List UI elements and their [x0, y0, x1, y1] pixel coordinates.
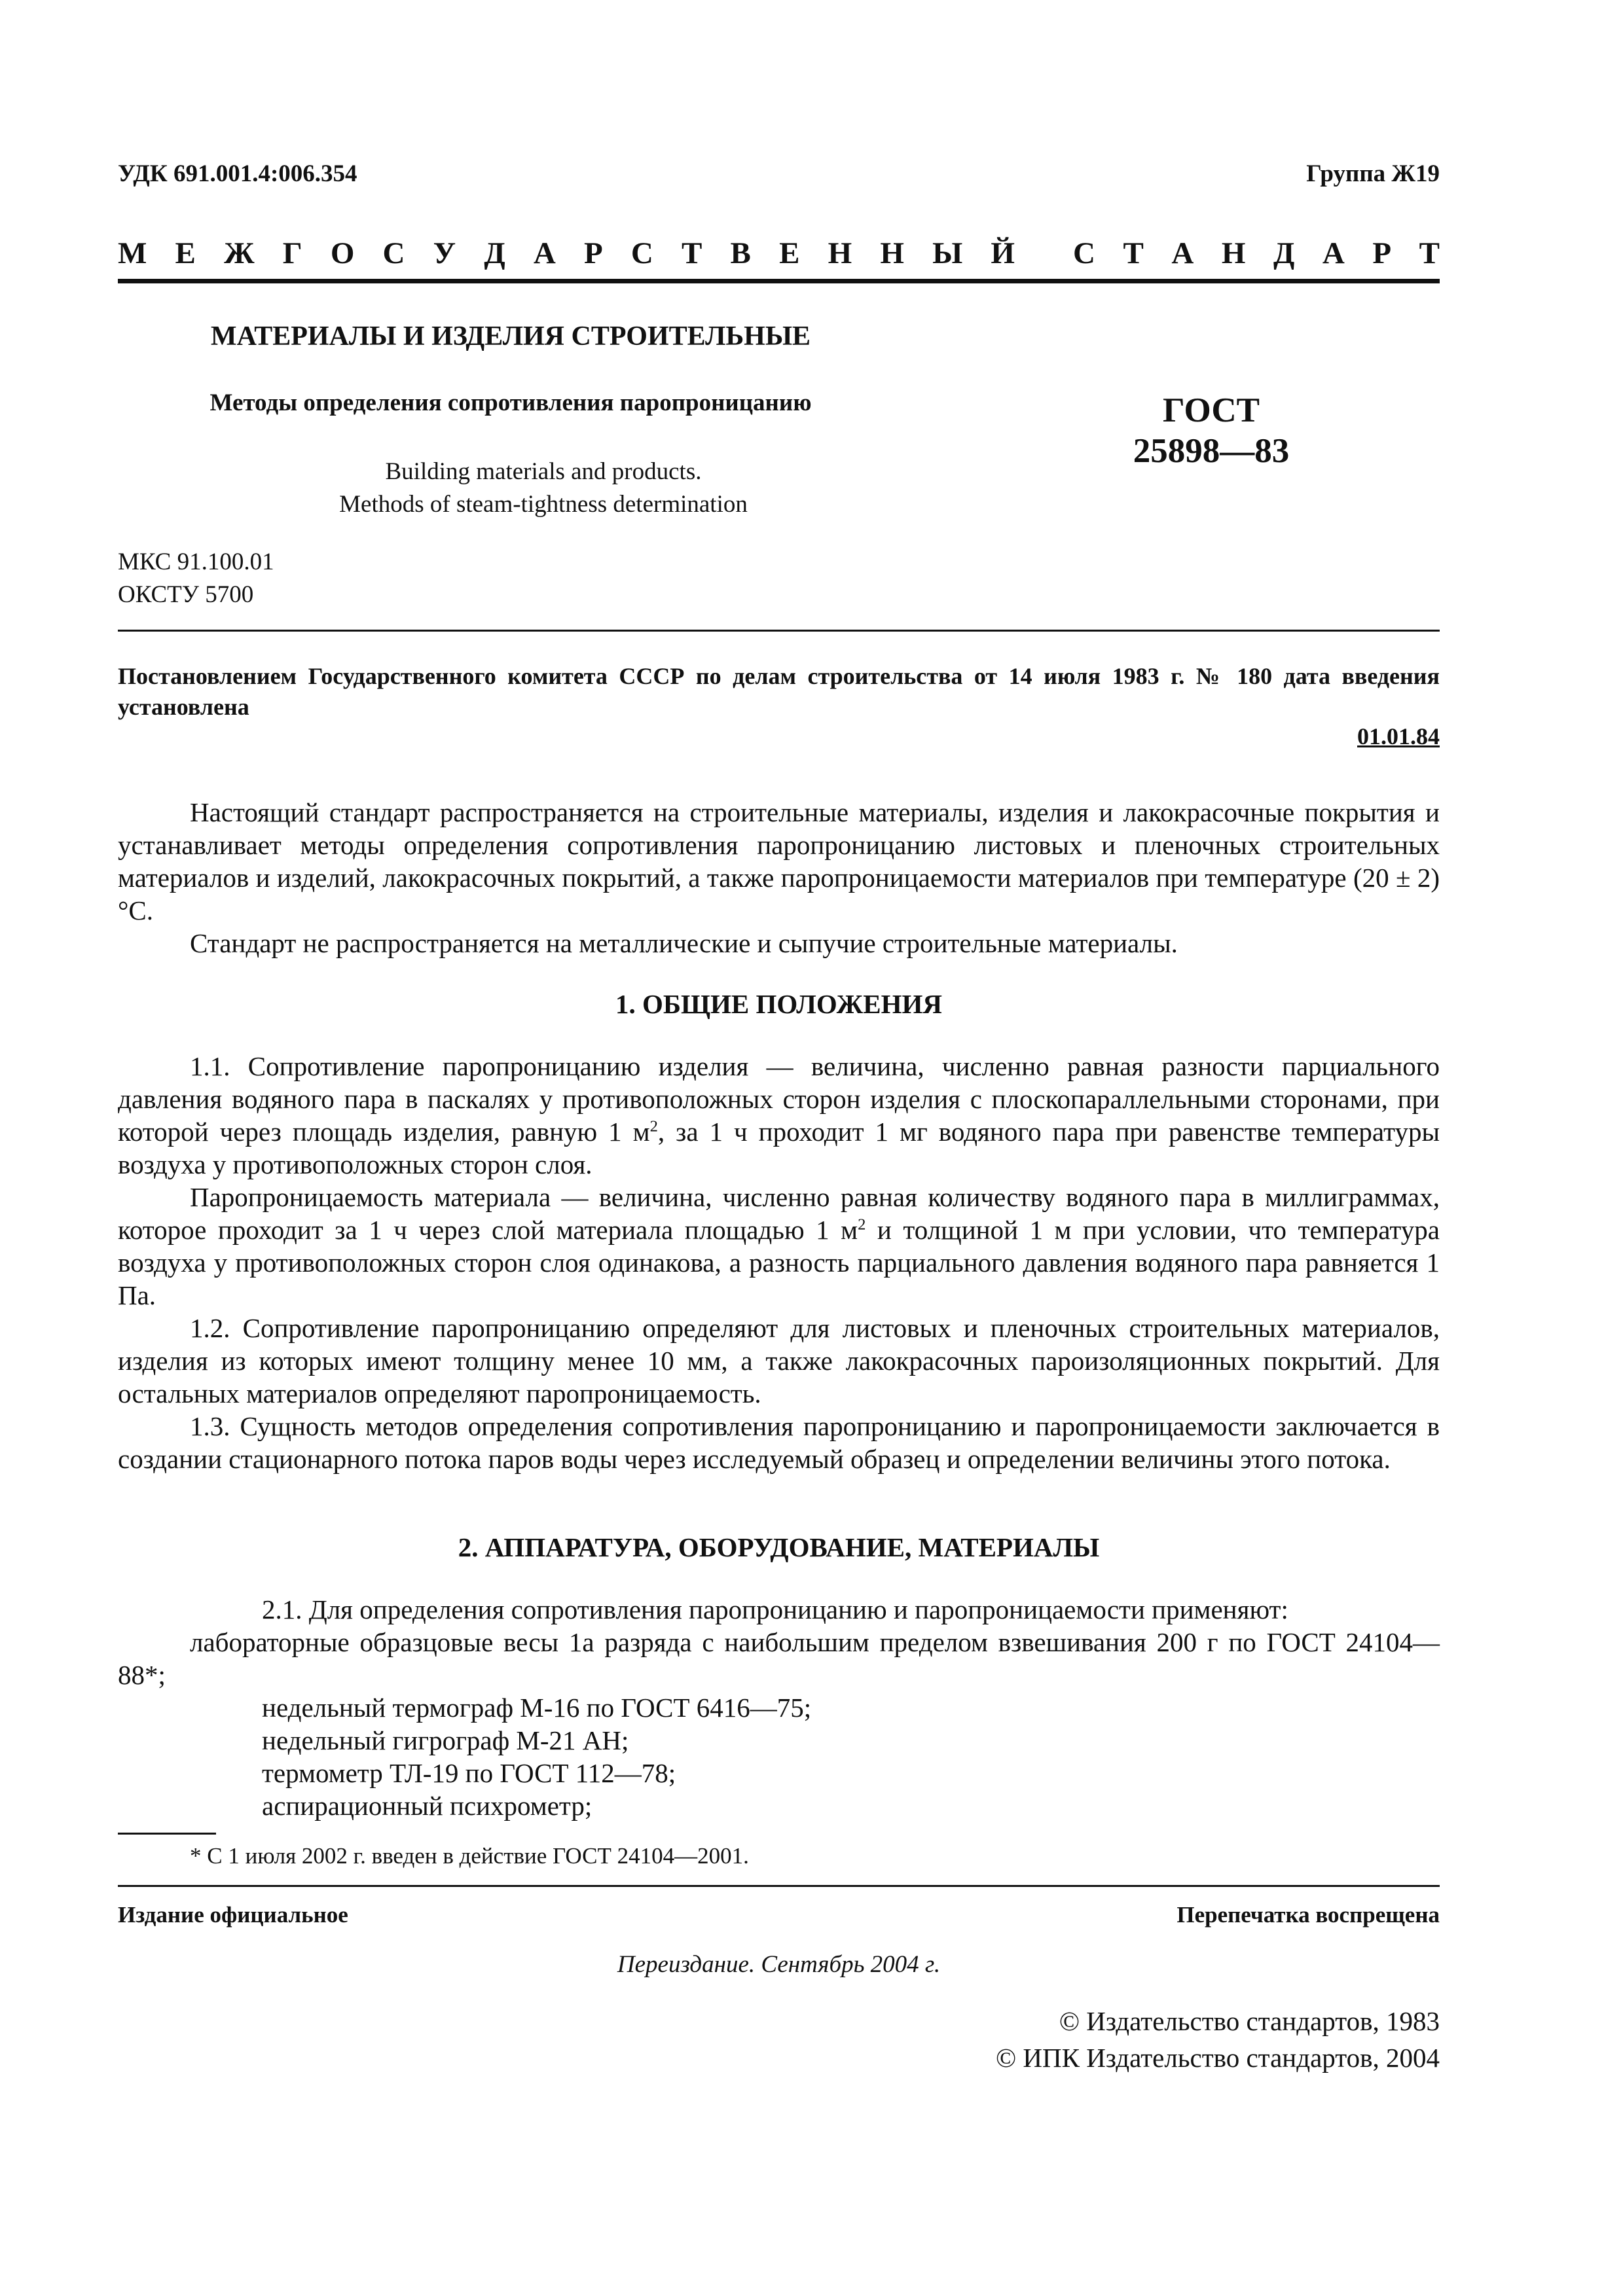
document-subtitle: Методы определения сопротивления паропроницанию	[210, 389, 812, 416]
banner-letter: А	[1171, 236, 1194, 270]
banner-letter: Т	[1419, 236, 1440, 270]
section-2-body	[118, 1593, 1440, 1822]
banner-rule	[118, 279, 1440, 283]
intro-paragraph-1: Настоящий стандарт распространяется на строительные материалы, изделия и лакокрасочные покрытия и устанавливает методы определения сопротивления паропроницанию листовых и пленочных строительных материалов и изделий, лакокрасочных покрытий, а также паропроницаемости материалов при температуре (20 ± 2) °С.	[118, 797, 1440, 925]
banner-letter: В	[730, 236, 751, 270]
official-edition-label: Издание официальное	[118, 1902, 348, 1928]
banner-letter: Н	[828, 236, 852, 270]
okstu-code: ОКСТУ 5700	[118, 581, 254, 608]
udk-code: УДК 691.001.4:006.354	[118, 160, 357, 187]
standard-banner	[118, 236, 1440, 271]
banner-letter: С	[382, 236, 405, 270]
banner-letter: Н	[1221, 236, 1246, 270]
banner-letter: Е	[175, 236, 196, 270]
classification-codes	[118, 546, 274, 611]
section-1-body	[118, 1050, 1440, 1475]
banner-letter: М	[118, 236, 147, 270]
reprint-prohibited-label: Перепечатка воспрещена	[1176, 1902, 1440, 1928]
gost-label: ГОСТ	[1163, 391, 1260, 429]
english-title-line2: Methods of steam-tightness determination	[339, 491, 748, 518]
equipment-item-2: недельный термограф М-16 по ГОСТ 6416—75;	[262, 1693, 812, 1723]
decree-text: Постановлением Государственного комитета СССР по делам строительства от 14 июля 1983 г. № 180 дата введения установлена	[118, 663, 1440, 720]
banner-letter: Н	[880, 236, 904, 270]
banner-letter: С	[1073, 236, 1095, 270]
reissue-note: Переиздание. Сентябрь 2004 г.	[617, 1951, 941, 1978]
section-1-paragraph-2: Паропроницаемость материала — величина, численно равная количеству водяного пара в миллиграммах, которое проходит за 1 ч через слой материала площадью 1 $м^2$ и толщиной 1 м при условии, что температура воздуха у противоположных сторон слоя одинакова, а разность парциального давления водяного пара равняется 1 Па.	[118, 1182, 1440, 1310]
banner-letter: Г	[282, 236, 302, 270]
gost-designation	[1106, 390, 1316, 471]
banner-letter: Д	[1273, 236, 1295, 270]
effective-date: 01.01.84	[1357, 723, 1440, 749]
section-1-paragraph-4: 1.3. Сущность методов определения сопротивления паропроницанию и паропроницаемости заключается в создании стационарного потока паров воды через исследуемый образец и определении величины этого потока.	[118, 1411, 1440, 1474]
intro-block	[118, 796, 1440, 960]
equipment-item-5: аспирационный психрометр;	[262, 1791, 593, 1821]
banner-letter: У	[433, 236, 456, 270]
document-title: МАТЕРИАЛЫ И ИЗДЕЛИЯ СТРОИТЕЛЬНЫЕ	[210, 321, 811, 351]
section-1-paragraph-1: 1.1. Сопротивление паропроницанию изделия — величина, численно равная разности парциального давления водяного пара в паскалях у противоположных сторон изделия с плоскопараллельными сторонами, при которой через площадь изделия, равную 1 $м^2$, за 1 ч проходит 1 мг водяного пара при равенстве температуры воздуха у противоположных сторон слоя.	[118, 1051, 1440, 1179]
banner-letter: А	[1322, 236, 1345, 270]
banner-letter: Т	[1123, 236, 1144, 270]
english-title-line1: Building materials and products.	[385, 458, 702, 485]
banner-letter: О	[330, 236, 355, 270]
equipment-item-3: недельный гигрограф М-21 АН;	[262, 1725, 629, 1755]
section-2-title: 2. АППАРАТУРА, ОБОРУДОВАНИЕ, МАТЕРИАЛЫ	[458, 1532, 1100, 1562]
copyright-line-2: © ИПК Издательство стандартов, 2004	[995, 2043, 1440, 2073]
banner-word-standard	[1073, 236, 1440, 271]
banner-letter: С	[630, 236, 653, 270]
codes-rule	[118, 630, 1440, 632]
equipment-item-4: термометр ТЛ-19 по ГОСТ 112—78;	[262, 1758, 676, 1788]
banner-letter: Ы	[932, 236, 963, 270]
mks-code: МКС 91.100.01	[118, 548, 274, 575]
banner-letter: Е	[779, 236, 800, 270]
section-1-paragraph-3: 1.2. Сопротивление паропроницанию определяют для листовых и пленочных строительных материалов, изделия из которых имеют толщину менее 10 мм, а также лакокрасочных пароизоляционных покрытий. Для остальных материалов определяют паропроницаемость.	[118, 1313, 1440, 1408]
banner-letter: Й	[991, 236, 1015, 270]
copyright-line-1: © Издательство стандартов, 1983	[1059, 2006, 1440, 2036]
banner-word-interstate	[118, 236, 1015, 271]
banner-letter: Д	[484, 236, 505, 270]
gost-number: 25898—83	[1133, 432, 1290, 470]
footnote-rule	[118, 1833, 216, 1835]
banner-letter: А	[533, 236, 556, 270]
banner-letter: Р	[583, 236, 603, 270]
banner-letter: Т	[682, 236, 702, 270]
footer-rule	[118, 1885, 1440, 1887]
group-code: Группа Ж19	[1306, 160, 1440, 187]
section-2-paragraph-1: 2.1. Для определения сопротивления паропроницанию и паропроницаемости применяют:	[262, 1594, 1288, 1624]
equipment-item-1: лабораторные образцовые весы 1а разряда с наибольшим пределом взвешивания 200 г по ГОСТ 24104—88*;	[118, 1627, 1440, 1690]
copyright-block	[996, 2003, 1440, 2076]
intro-paragraph-2: Стандарт не распространяется на металлические и сыпучие строительные материалы.	[190, 928, 1178, 958]
english-title	[249, 456, 838, 521]
footnote: * С 1 июля 2002 г. введен в действие ГОСТ 24104—2001.	[190, 1843, 749, 1869]
banner-letter: Р	[1372, 236, 1392, 270]
section-1-title: 1. ОБЩИЕ ПОЛОЖЕНИЯ	[615, 989, 942, 1019]
banner-letter: Ж	[224, 236, 255, 270]
